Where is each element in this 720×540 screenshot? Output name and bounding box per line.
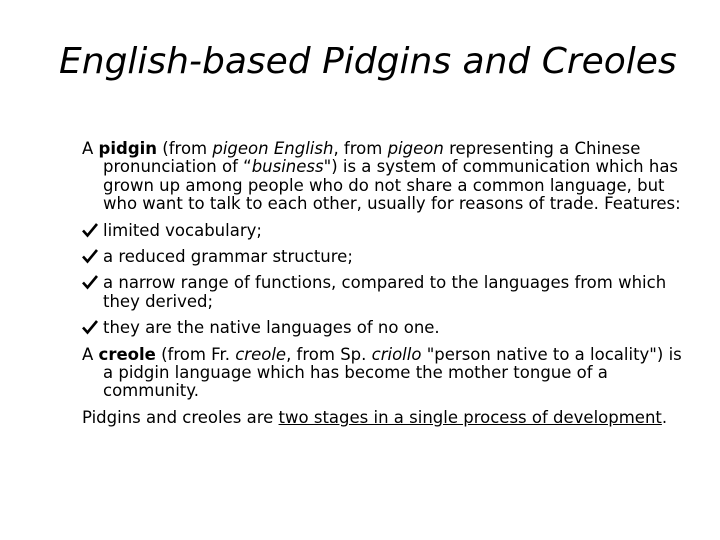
pidgin-from-open: (from: [157, 139, 213, 158]
feature-text: limited vocabulary;: [103, 220, 262, 240]
pidgin-etym-pigeon-english: pigeon English: [212, 139, 334, 158]
feature-item: [82, 319, 692, 337]
feature-item: [82, 248, 692, 266]
creole-from-open: (from Fr.: [155, 344, 236, 364]
feature-text: a narrow range of functions, compared to the languages from which they derived;: [103, 273, 667, 311]
feature-item: [82, 274, 692, 311]
creole-from-mid: , from Sp.: [286, 344, 372, 364]
checkmark-icon: [82, 274, 103, 292]
pidgin-representing: representing a Chinese pronunciation of “: [103, 139, 641, 177]
pidgin-etym-business: business: [251, 157, 324, 177]
slide-body: [82, 140, 692, 435]
checkmark-icon: [82, 248, 103, 266]
checkmark-icon: [82, 222, 103, 240]
pidgin-etym-pigeon: pigeon: [387, 139, 444, 158]
stages-suffix: .: [661, 407, 668, 427]
stages-link[interactable]: two stages in a single process of development: [278, 407, 662, 427]
creole-prefix: A: [82, 344, 99, 364]
pidgin-definition: [82, 140, 692, 214]
feature-text: they are the native languages of no one.: [103, 318, 440, 338]
creole-definition-text: "person native to a locality") is a pidgin language which has become the mother tongue of a community.: [103, 344, 682, 401]
stages-statement: [82, 409, 692, 427]
pidgin-definition-text: ") is a system of communication which has grown up among people who do not share a common language, but who want to talk to each other, usually for reasons of trade. Features:: [103, 157, 681, 214]
stages-prefix: Pidgins and creoles are: [82, 407, 279, 427]
pidgin-prefix: A: [82, 139, 99, 158]
creole-term: creole: [98, 344, 156, 364]
feature-item: [82, 222, 692, 240]
pidgin-term: pidgin: [98, 139, 158, 158]
creole-definition: [82, 346, 692, 401]
feature-text: a reduced grammar structure;: [103, 247, 353, 267]
checkmark-icon: [82, 319, 103, 337]
pidgin-from-mid: , from: [333, 139, 388, 158]
slide-title: English-based Pidgins and Creoles: [59, 41, 677, 82]
creole-etym-criollo: criollo: [371, 344, 422, 364]
creole-etym-creole: creole: [235, 344, 287, 364]
